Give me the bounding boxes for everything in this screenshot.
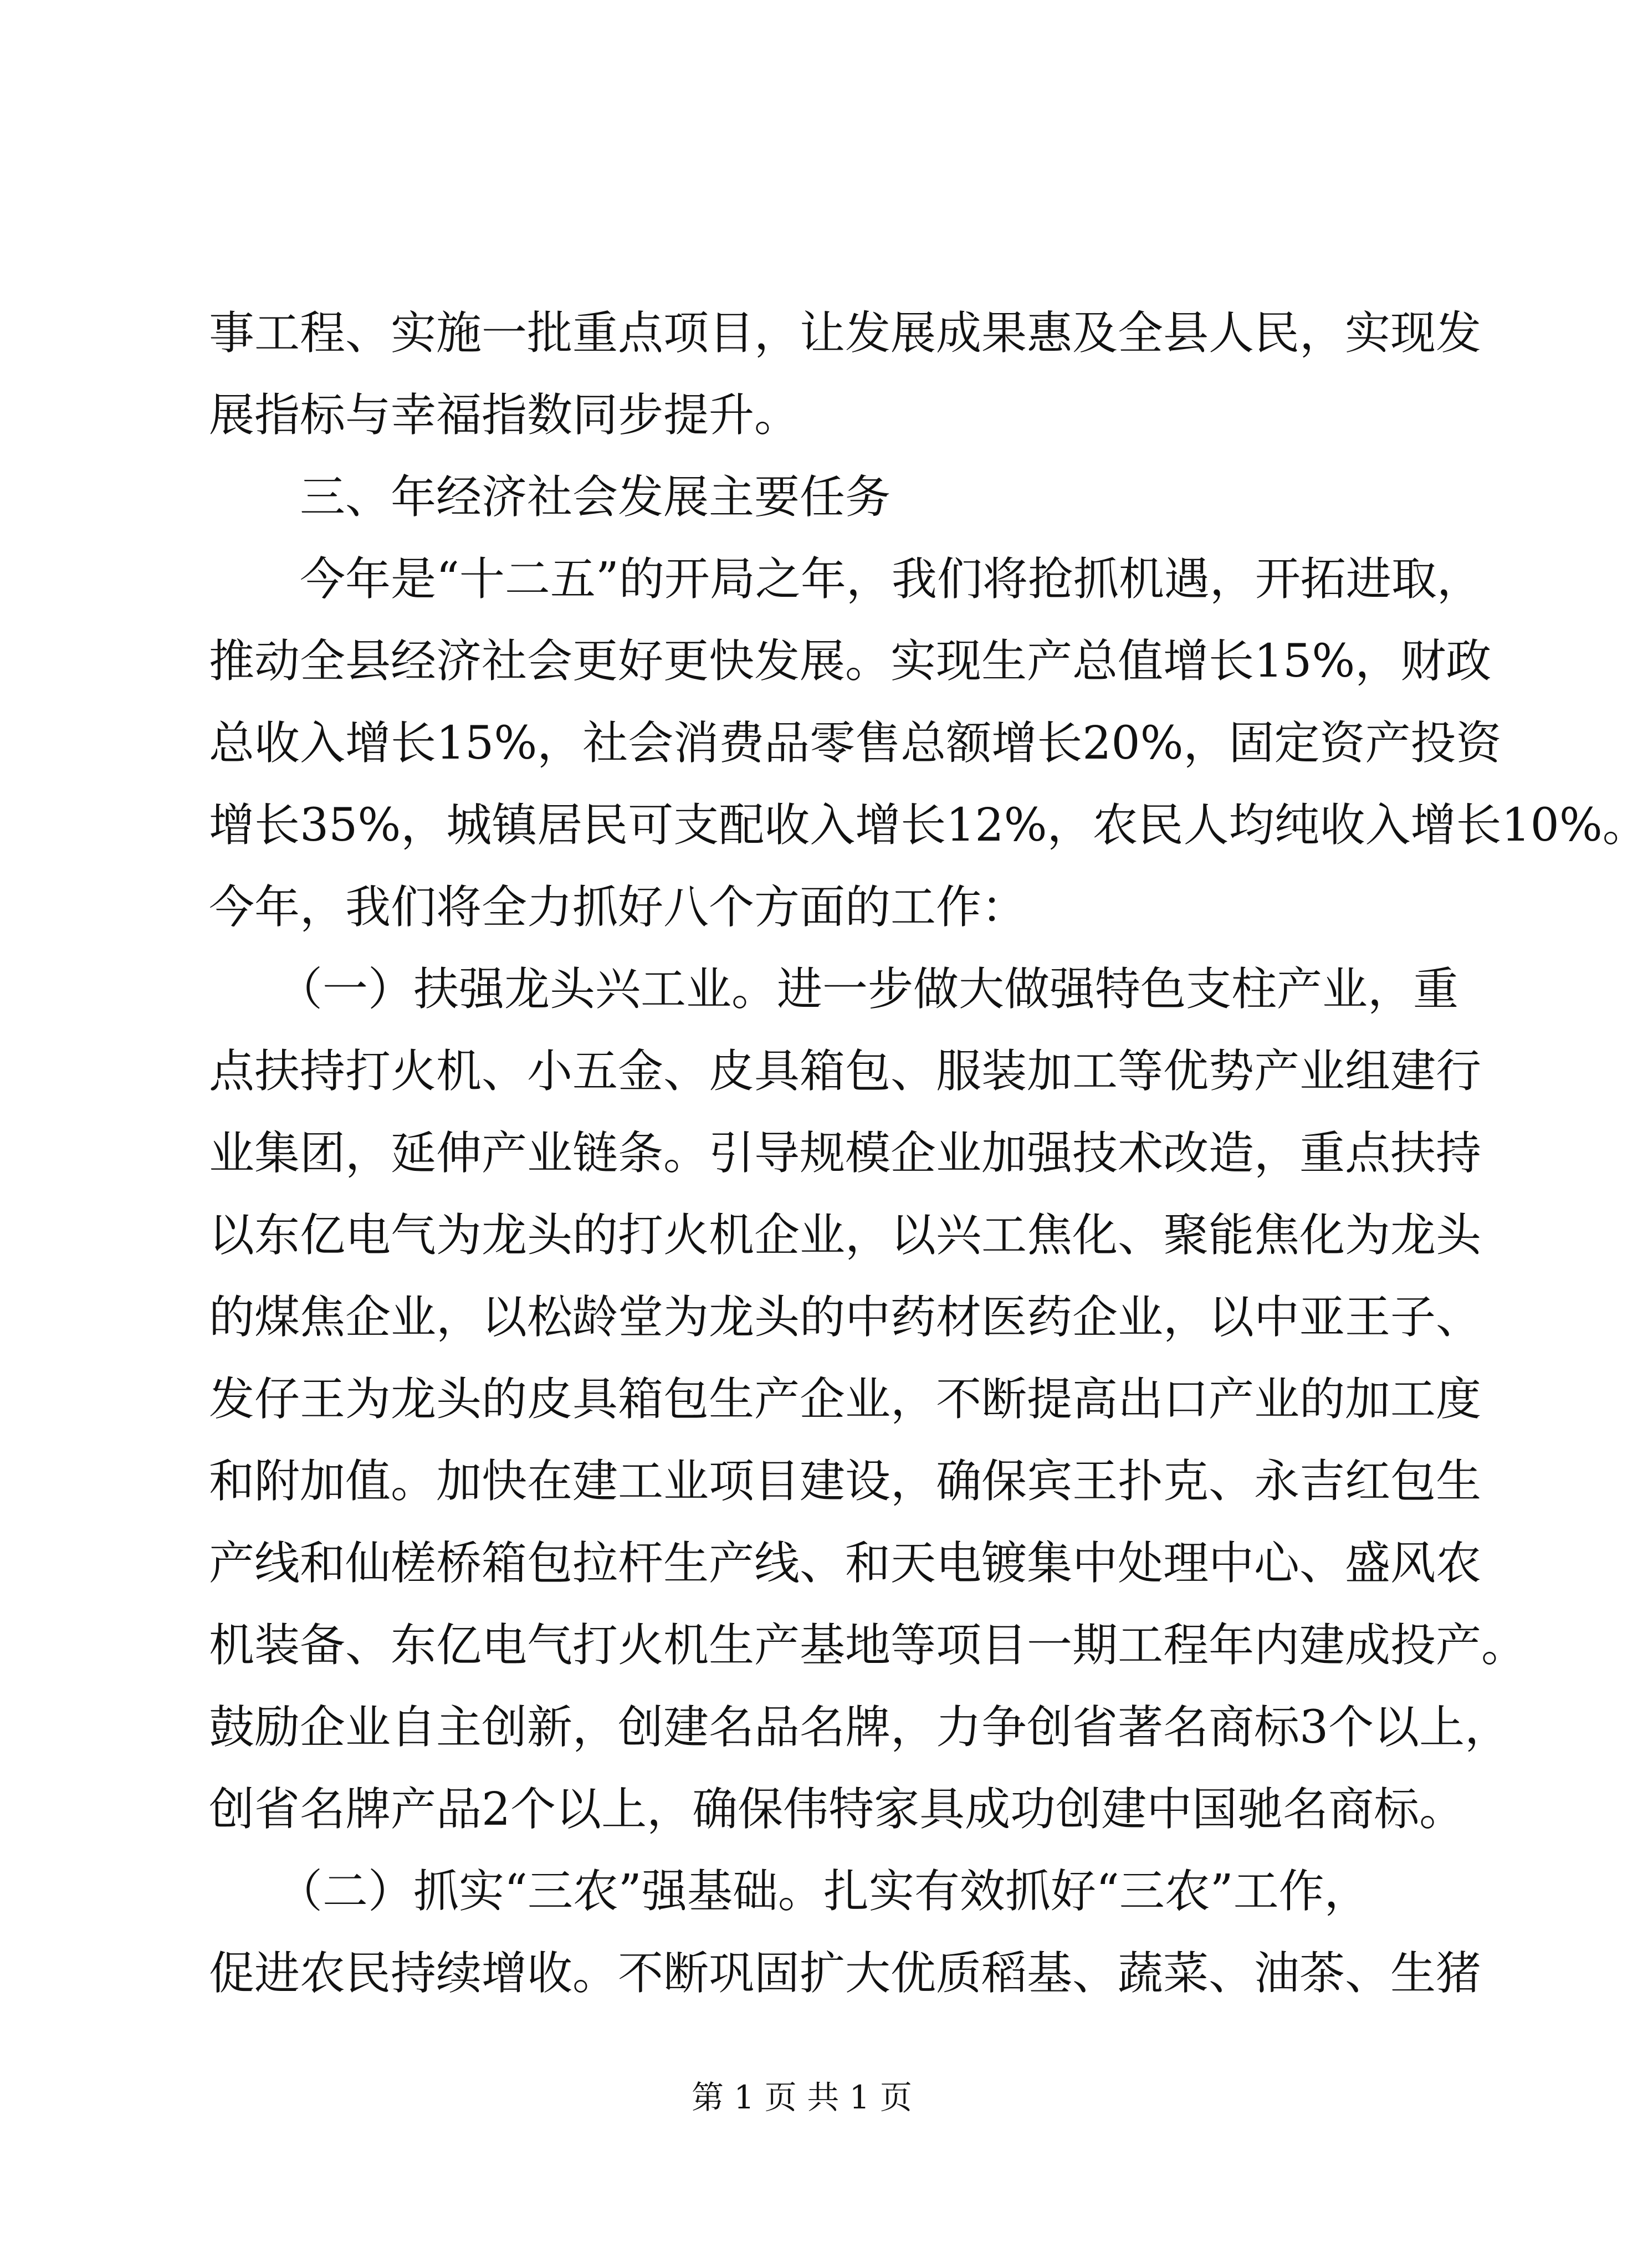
text-line-18: 鼓励企业自主创新，创建名品名牌，力争创省著名商标3个以上， — [209, 1701, 1511, 1754]
text-line-15: 和附加值。加快在建工业项目建设，确保宾王扑克、永吉红包生 — [209, 1455, 1482, 1508]
text-line-13: 的煤焦企业，以松龄堂为龙头的中药材医药企业，以中亚王子、 — [209, 1291, 1482, 1344]
text-line-16: 产线和仙槎桥箱包拉杆生产线、和天电镀集中处理中心、盛风农 — [209, 1537, 1482, 1590]
text-line-9: （一）扶强龙头兴工业。进一步做大做强特色支柱产业，重 — [209, 963, 1459, 1016]
text-line-10: 点扶持打火机、小五金、皮具箱包、服装加工等优势产业组建行 — [209, 1045, 1482, 1098]
text-line-17: 机装备、东亿电气打火机生产基地等项目一期工程年内建成投产。 — [209, 1619, 1527, 1672]
text-line-14: 发仔王为龙头的皮具箱包生产企业，不断提高出口产业的加工度 — [209, 1373, 1482, 1426]
text-line-4: 今年是“十二五”的开局之年，我们将抢抓机遇，开拓进取， — [209, 553, 1482, 606]
text-line-5: 推动全县经济社会更好更快发展。实现生产总值增长15%，财政 — [209, 635, 1492, 688]
text-line-20: （二）抓实“三农”强基础。扎实有效抓好“三农”工作， — [209, 1865, 1370, 1918]
page-footer — [0, 2075, 1604, 2119]
text-line-6: 总收入增长15%，社会消费品零售总额增长20%，固定资产投资 — [209, 717, 1502, 770]
text-line-21: 促进农民持续增收。不断巩固扩大优质稻基、蔬菜、油茶、生猪 — [209, 1947, 1482, 2000]
text-line-11: 业集团，延伸产业链条。引导规模企业加强技术改造，重点扶持 — [209, 1127, 1482, 1180]
section-heading: 三、年经济社会发展主要任务 — [209, 471, 891, 524]
text-line-2: 展指标与幸福指数同步提升。 — [209, 389, 800, 442]
text-line-12: 以东亿电气为龙头的打火机企业，以兴工焦化、聚能焦化为龙头 — [209, 1209, 1482, 1262]
text-line-19: 创省名牌产品2个以上，确保伟特家具成功创建中国驰名商标。 — [209, 1783, 1465, 1836]
text-line-1: 事工程、实施一批重点项目，让发展成果惠及全县人民，实现发 — [209, 307, 1482, 360]
document-body — [209, 293, 1648, 2015]
page-number-label: 第 1 页 共 1 页 — [692, 2078, 912, 2116]
text-line-8: 今年，我们将全力抓好八个方面的工作： — [209, 881, 1027, 934]
text-line-7: 增长35%，城镇居民可支配收入增长12%，农民人均纯收入增长10%。 — [209, 799, 1648, 852]
